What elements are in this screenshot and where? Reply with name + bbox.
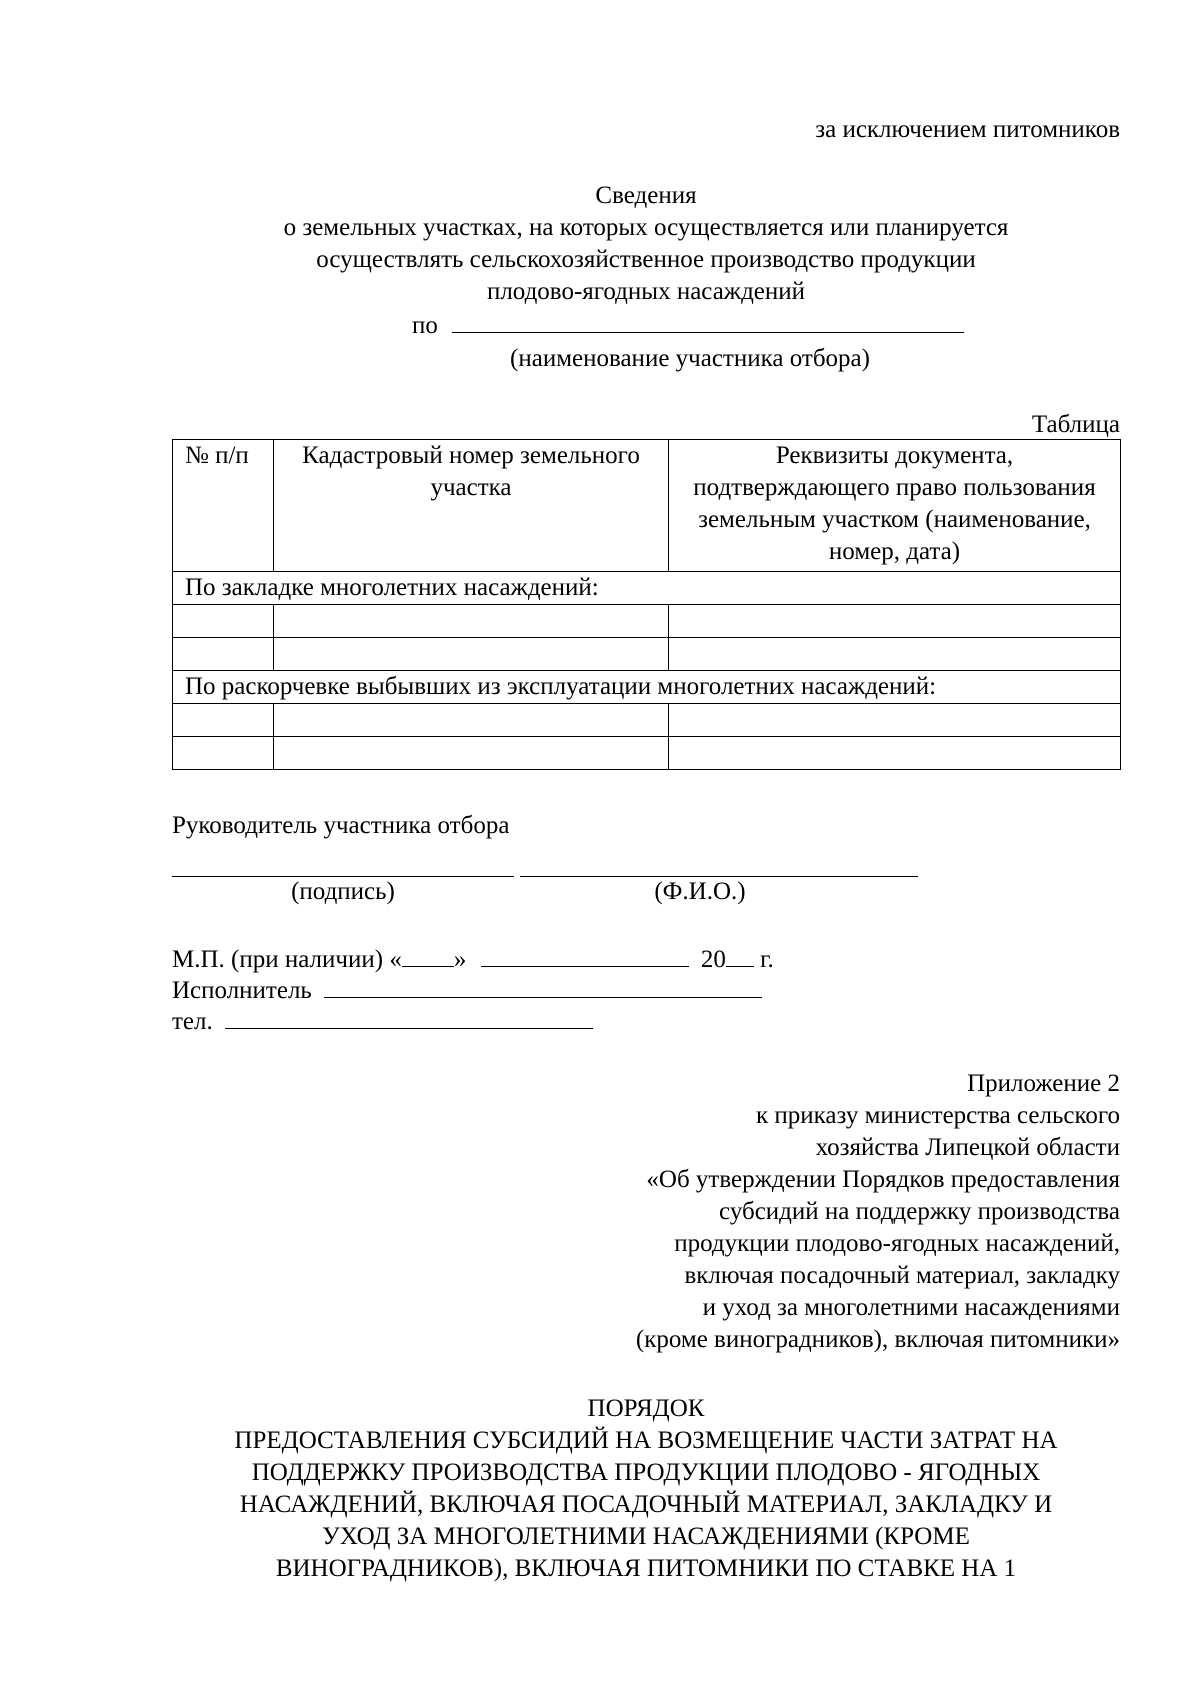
table-cell[interactable] — [274, 638, 669, 671]
top-note: за исключением питомников — [815, 116, 1120, 143]
signature-caption: (подпись) — [291, 878, 395, 905]
year-prefix: 20 — [700, 946, 726, 973]
table-cell[interactable] — [274, 737, 669, 770]
appendix-line: включая посадочный материал, закладку — [684, 1262, 1120, 1289]
table-row — [173, 638, 1121, 671]
table-cell[interactable] — [669, 638, 1121, 671]
table-row — [173, 704, 1121, 737]
section-planting: По закладке многолетних насаждений: — [173, 572, 1121, 605]
section-uprooting: По раскорчевке выбывших из эксплуатации многолетних насаждений: — [173, 671, 1121, 704]
date-month-field[interactable] — [481, 942, 689, 967]
table-cell[interactable] — [173, 605, 274, 638]
table-section-row — [173, 572, 1121, 605]
table-header-row — [173, 440, 1121, 572]
appendix-block — [420, 1068, 1120, 1356]
po-row — [412, 308, 964, 342]
appendix-line: и уход за многолетними насаждениями — [702, 1294, 1120, 1321]
column-header-cadastral-number: Кадастровый номер земельного участка — [274, 440, 669, 572]
fio-caption: (Ф.И.О.) — [654, 878, 746, 905]
title-line-1: Сведения — [595, 182, 697, 209]
participant-name-caption: (наименование участника отбора) — [510, 345, 870, 372]
table-row — [173, 605, 1121, 638]
table-label: Таблица — [1031, 411, 1120, 438]
quote-close: » — [453, 946, 467, 973]
table-section-row — [173, 671, 1121, 704]
appendix-line: субсидий на поддержку производства — [719, 1198, 1120, 1225]
executor-label: Исполнитель — [172, 977, 312, 1004]
appendix-line: «Об утверждении Порядков предоставления — [646, 1166, 1120, 1193]
title-line-2: о земельных участках, на которых осуществляется или планируется — [283, 214, 1009, 241]
table-row — [173, 737, 1121, 770]
order-title-line: ПОДДЕРЖКУ ПРОИЗВОДСТВА ПРОДУКЦИИ ПЛОДОВО - ЯГОДНЫХ — [251, 1459, 1041, 1486]
phone-field[interactable] — [225, 1004, 593, 1029]
table-cell[interactable] — [669, 704, 1121, 737]
executor-field[interactable] — [324, 973, 762, 998]
table-cell[interactable] — [669, 737, 1121, 770]
order-block — [150, 1393, 1142, 1585]
column-header-number: № п/п — [173, 440, 274, 572]
order-title-line: ПРЕДОСТАВЛЕНИЯ СУБСИДИЙ НА ВОЗМЕЩЕНИЕ ЧАСТИ ЗАТРАТ НА — [234, 1427, 1058, 1454]
appendix-line: продукции плодово-ягодных насаждений, — [674, 1230, 1120, 1257]
appendix-line: хозяйства Липецкой области — [815, 1134, 1120, 1161]
appendix-line: (кроме виноградников), включая питомники» — [635, 1326, 1120, 1353]
order-title-line: ВИНОГРАДНИКОВ), ВКЛЮЧАЯ ПИТОМНИКИ ПО СТАВКЕ НА 1 — [275, 1555, 1017, 1582]
year-suffix: г. — [760, 946, 774, 973]
title-line-4: плодово-ягодных насаждений — [486, 278, 806, 305]
table-cell[interactable] — [274, 605, 669, 638]
appendix-line: Приложение 2 — [967, 1070, 1120, 1097]
land-plots-table — [172, 439, 1121, 770]
appendix-line: к приказу министерства сельского — [755, 1102, 1120, 1129]
order-title-line: УХОД ЗА МНОГОЛЕТНИМИ НАСАЖДЕНИЯМИ (КРОМЕ — [322, 1523, 970, 1550]
table-cell[interactable] — [669, 605, 1121, 638]
column-header-document-details: Реквизиты документа, подтверждающего право пользования земельным участком (наименование, номер, дата) — [669, 440, 1121, 572]
phone-label: тел. — [172, 1008, 213, 1035]
table-cell[interactable] — [173, 737, 274, 770]
table-cell[interactable] — [173, 704, 274, 737]
participant-name-field[interactable] — [452, 308, 964, 333]
stamp-label: М.П. (при наличии) « — [172, 946, 402, 973]
executor-row — [172, 973, 762, 1007]
document-title — [172, 180, 1120, 308]
stamp-date-row — [172, 942, 774, 976]
date-day-field[interactable] — [402, 942, 454, 967]
table-cell[interactable] — [173, 638, 274, 671]
title-line-3: осуществлять сельскохозяйственное производство продукции — [316, 246, 976, 273]
order-heading: ПОРЯДОК — [587, 1395, 705, 1422]
head-of-participant-label: Руководитель участника отбора — [172, 812, 510, 839]
po-label: по — [412, 312, 438, 339]
phone-row — [172, 1004, 593, 1038]
order-title-line: НАСАЖДЕНИЙ, ВКЛЮЧАЯ ПОСАДОЧНЫЙ МАТЕРИАЛ, ЗАКЛАДКУ И — [239, 1491, 1053, 1518]
date-year-field[interactable] — [726, 942, 754, 967]
table-cell[interactable] — [274, 704, 669, 737]
